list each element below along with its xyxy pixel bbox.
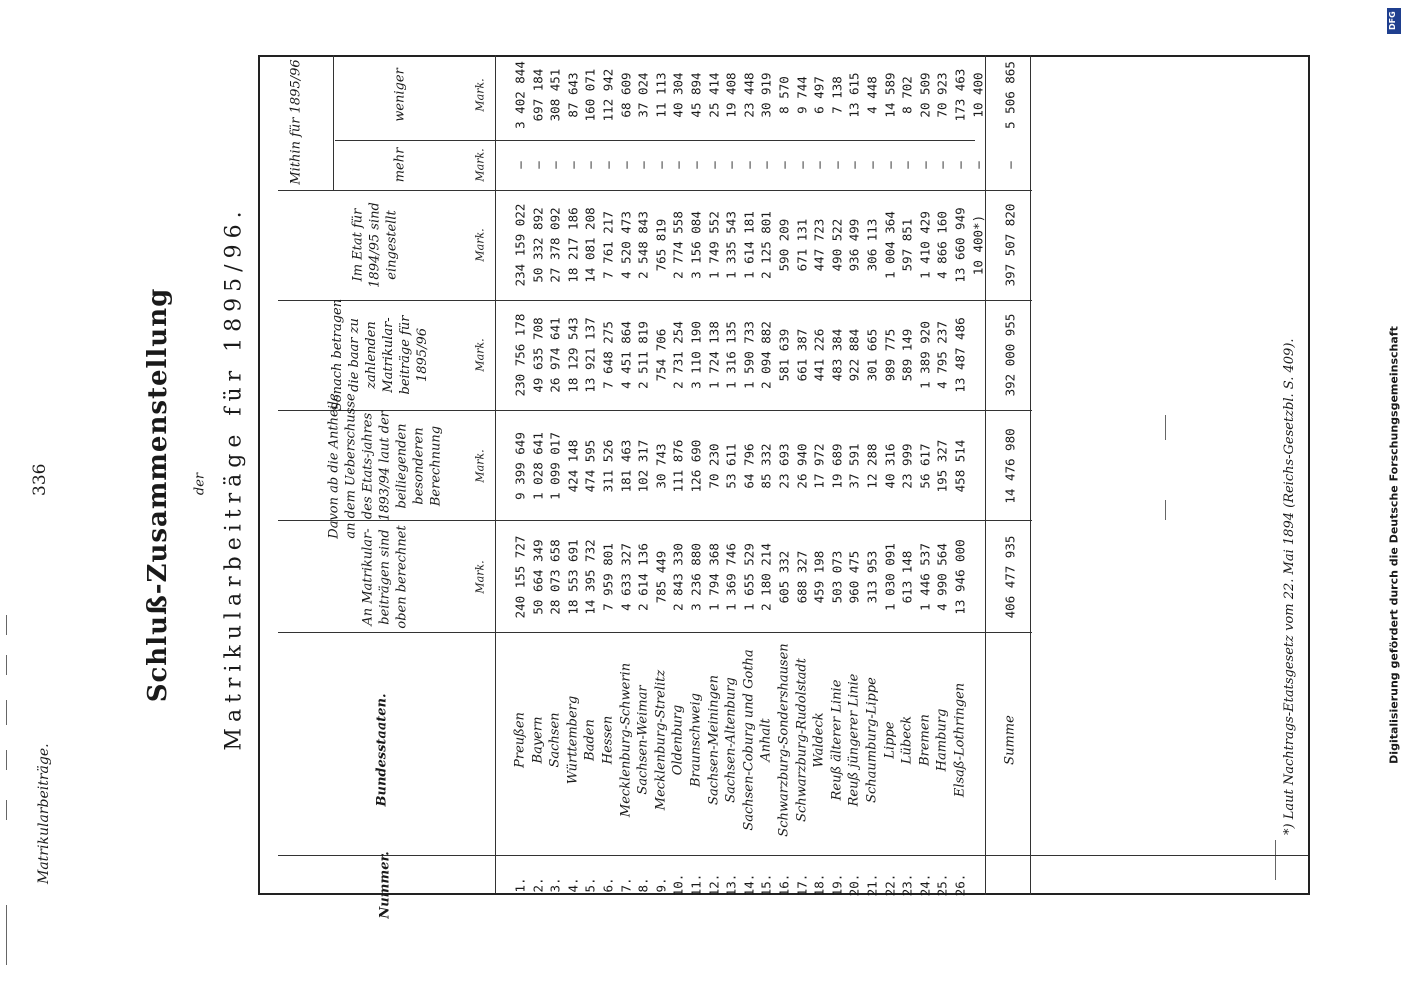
row-col-c: 922 884 bbox=[846, 328, 862, 382]
row-col-c: 49 635 708 bbox=[530, 317, 546, 393]
row-col-c: 1 590 733 bbox=[741, 321, 757, 389]
row-col-d: 14 081 208 bbox=[582, 207, 598, 283]
row-state: Lippe bbox=[882, 721, 898, 759]
row-number: 12. bbox=[706, 873, 722, 897]
header-col-d: Im Etat für 1894/95 sind eingestellt bbox=[350, 202, 400, 288]
row-col-d: 1 004 364 bbox=[882, 211, 898, 279]
row-col-d: 234 159 022 bbox=[512, 203, 528, 287]
row-col-weniger: 87 643 bbox=[565, 72, 581, 118]
row-col-b: 26 940 bbox=[794, 443, 810, 489]
unit-label: Mark. bbox=[473, 78, 487, 112]
row-col-c: 754 706 bbox=[653, 328, 669, 382]
row-state: Lübeck bbox=[899, 715, 915, 765]
row-col-c: 4 795 237 bbox=[934, 321, 950, 389]
row-col-d: 936 499 bbox=[846, 218, 862, 272]
row-col-mehr: — bbox=[512, 161, 528, 169]
row-col-d: 306 113 bbox=[864, 218, 880, 272]
total-label: Summe bbox=[1002, 715, 1018, 765]
digitization-note: Digitalisierung gefördert durch die Deutsche Forschungsgemeinschaft bbox=[1387, 326, 1401, 764]
header-col-e-mehr: mehr bbox=[392, 147, 408, 183]
unit-label: Mark. bbox=[473, 338, 487, 372]
header-col-e-weniger: weniger bbox=[392, 68, 408, 122]
header-col-b: Davon ab die Antheile an dem Ueberschusse des Etats-jahres 1893/94 laut der beiliegenden besonderen Berechnung bbox=[326, 393, 444, 539]
row-col-d: 3 156 084 bbox=[688, 211, 704, 279]
unit-label: Mark. bbox=[473, 560, 487, 594]
row-col-d: 27 378 092 bbox=[547, 207, 563, 283]
row-state: Braunschweig bbox=[688, 693, 704, 787]
row-col-b: 23 999 bbox=[899, 443, 915, 489]
row-col-c: 989 775 bbox=[882, 328, 898, 382]
row-state: Hessen bbox=[600, 715, 616, 765]
row-col-a: 13 946 000 bbox=[952, 539, 968, 615]
row-col-mehr: — bbox=[706, 161, 722, 169]
row-col-a: 1 655 529 bbox=[741, 543, 757, 611]
scan-artifact bbox=[6, 700, 7, 725]
row-state: Sachsen-Altenburg bbox=[723, 677, 739, 803]
row-col-c: 26 974 641 bbox=[547, 317, 563, 393]
footnote: *) Laut Nachtrags-Etatsgesetz vom 22. Mai 1894 (Reichs-Gesetzbl. S. 409). bbox=[1282, 338, 1297, 835]
row-col-a: 688 327 bbox=[794, 550, 810, 604]
row-col-b: 126 690 bbox=[688, 439, 704, 493]
row-col-d: 7 761 217 bbox=[600, 211, 616, 279]
row-number: 10. bbox=[670, 873, 686, 897]
row-col-b: 70 230 bbox=[706, 443, 722, 489]
row-col-weniger: 11 113 bbox=[653, 72, 669, 118]
total-col-d: 397 507 820 bbox=[1002, 203, 1018, 287]
row-number: 25. bbox=[934, 873, 950, 897]
row-col-d: 1 410 429 bbox=[917, 211, 933, 279]
row-col-b: 85 332 bbox=[758, 443, 774, 489]
row-state: Oldenburg bbox=[670, 704, 686, 776]
row-col-b: 53 611 bbox=[723, 443, 739, 489]
row-col-weniger: 14 589 bbox=[882, 72, 898, 118]
row-col-d: 1 749 552 bbox=[706, 211, 722, 279]
row-col-mehr: — bbox=[846, 161, 862, 169]
row-col-c: 1 724 138 bbox=[706, 321, 722, 389]
dfg-logo: DFG bbox=[1387, 8, 1401, 34]
col-divider bbox=[278, 632, 1032, 633]
row-col-a: 28 073 658 bbox=[547, 539, 563, 615]
row-col-mehr: — bbox=[864, 161, 880, 169]
row-col-mehr: — bbox=[547, 161, 563, 169]
row-col-b: 23 693 bbox=[776, 443, 792, 489]
row-col-a: 313 953 bbox=[864, 550, 880, 604]
row-state: Hamburg bbox=[934, 708, 950, 772]
row-col-weniger: 308 451 bbox=[547, 68, 563, 122]
row-col-weniger: 8 570 bbox=[776, 76, 792, 114]
col-divider bbox=[278, 190, 1032, 191]
scan-artifact bbox=[6, 905, 7, 965]
row-col-a: 2 614 136 bbox=[635, 543, 651, 611]
row-number: 14. bbox=[741, 873, 757, 897]
row-state: Mecklenburg-Strelitz bbox=[653, 669, 669, 811]
row-col-d: 4 866 160 bbox=[934, 211, 950, 279]
title-article: der bbox=[192, 472, 208, 496]
row-col-c: 2 731 254 bbox=[670, 321, 686, 389]
row-col-weniger: 697 184 bbox=[530, 68, 546, 122]
row-col-d: 13 660 949 bbox=[952, 207, 968, 283]
total-divider bbox=[985, 55, 986, 895]
total-col-a: 406 477 935 bbox=[1002, 535, 1018, 619]
row-col-d: 671 131 bbox=[794, 218, 810, 272]
row-col-a: 4 633 327 bbox=[618, 543, 634, 611]
row-col-c: 2 511 819 bbox=[635, 321, 651, 389]
row-col-d: 2 774 558 bbox=[670, 211, 686, 279]
row-col-b: 111 876 bbox=[670, 439, 686, 493]
row-col-d: 10 400*) bbox=[970, 214, 986, 276]
row-number: 8. bbox=[635, 877, 651, 893]
row-number: 2. bbox=[530, 877, 546, 893]
unit-label: Mark. bbox=[473, 228, 487, 262]
header-col-e-group: Mithin für 1895/96 bbox=[288, 59, 304, 185]
row-col-d: 1 335 543 bbox=[723, 211, 739, 279]
row-number: 1. bbox=[512, 877, 528, 893]
row-state: Baden bbox=[582, 719, 598, 761]
row-col-a: 1 369 746 bbox=[723, 543, 739, 611]
row-number: 19. bbox=[829, 873, 845, 897]
col-divider bbox=[278, 855, 1308, 856]
row-col-mehr: — bbox=[811, 161, 827, 169]
row-col-c: 4 451 864 bbox=[618, 321, 634, 389]
header-bundesstaaten: Bundesstaaten. bbox=[374, 693, 390, 807]
row-col-c: 3 110 190 bbox=[688, 321, 704, 389]
scan-artifact bbox=[6, 750, 7, 770]
row-col-b: 1 028 641 bbox=[530, 432, 546, 500]
row-col-c: 581 639 bbox=[776, 328, 792, 382]
row-col-weniger: 23 448 bbox=[741, 72, 757, 118]
row-col-c: 441 226 bbox=[811, 328, 827, 382]
row-col-a: 2 180 214 bbox=[758, 543, 774, 611]
row-col-mehr: — bbox=[934, 161, 950, 169]
row-col-a: 1 794 368 bbox=[706, 543, 722, 611]
row-col-b: 56 617 bbox=[917, 443, 933, 489]
row-state: Württemberg bbox=[565, 695, 581, 785]
row-number: 17. bbox=[794, 873, 810, 897]
row-col-weniger: 70 923 bbox=[934, 72, 950, 118]
row-col-weniger: 13 615 bbox=[846, 72, 862, 118]
row-col-mehr: — bbox=[723, 161, 739, 169]
row-col-mehr: — bbox=[829, 161, 845, 169]
row-col-b: 1 099 017 bbox=[547, 432, 563, 500]
row-col-mehr: — bbox=[688, 161, 704, 169]
header-group-divider bbox=[333, 55, 334, 190]
row-col-mehr: — bbox=[670, 161, 686, 169]
row-col-c: 1 389 920 bbox=[917, 321, 933, 389]
row-col-d: 597 851 bbox=[899, 218, 915, 272]
header-col-c: Sonach betragen die baar zu zahlenden Matrikular-beiträge für 1895/96 bbox=[330, 298, 430, 412]
row-state: Sachsen-Weimar bbox=[635, 685, 651, 795]
row-col-b: 40 316 bbox=[882, 443, 898, 489]
row-col-b: 9 399 649 bbox=[512, 432, 528, 500]
row-state: Schaumburg-Lippe bbox=[864, 677, 880, 803]
row-col-a: 50 664 349 bbox=[530, 539, 546, 615]
row-col-mehr: — bbox=[917, 161, 933, 169]
row-col-b: 17 972 bbox=[811, 443, 827, 489]
row-state: Elsaß-Lothringen bbox=[952, 682, 968, 798]
total-col-b: 14 476 980 bbox=[1002, 428, 1018, 504]
row-col-weniger: 19 408 bbox=[723, 72, 739, 118]
row-col-c: 18 129 543 bbox=[565, 317, 581, 393]
row-number: 15. bbox=[758, 873, 774, 897]
row-col-weniger: 9 744 bbox=[794, 76, 810, 114]
col-divider bbox=[335, 140, 975, 141]
page-title: Schluß-Zusammenstellung bbox=[143, 287, 173, 703]
row-col-weniger: 68 609 bbox=[618, 72, 634, 118]
row-col-b: 474 595 bbox=[582, 439, 598, 493]
row-col-a: 240 155 727 bbox=[512, 535, 528, 619]
row-col-a: 4 990 564 bbox=[934, 543, 950, 611]
row-col-c: 7 648 275 bbox=[600, 321, 616, 389]
row-col-mehr: — bbox=[741, 161, 757, 169]
row-col-b: 37 591 bbox=[846, 443, 862, 489]
row-col-a: 2 843 330 bbox=[670, 543, 686, 611]
unit-label: Mark. bbox=[473, 148, 487, 182]
row-col-mehr: — bbox=[758, 161, 774, 169]
row-col-d: 765 819 bbox=[653, 218, 669, 272]
row-col-weniger: 7 138 bbox=[829, 76, 845, 114]
row-col-d: 1 614 181 bbox=[741, 211, 757, 279]
row-col-weniger: 30 919 bbox=[758, 72, 774, 118]
row-state: Bremen bbox=[917, 714, 933, 766]
unit-label: Mark. bbox=[473, 449, 487, 483]
header-nummer: Nummer. bbox=[377, 851, 393, 919]
row-col-b: 181 463 bbox=[618, 439, 634, 493]
row-col-weniger: 25 414 bbox=[706, 72, 722, 118]
row-col-a: 1 446 537 bbox=[917, 543, 933, 611]
row-col-a: 459 198 bbox=[811, 550, 827, 604]
row-col-c: 661 387 bbox=[794, 328, 810, 382]
row-number: 26. bbox=[952, 873, 968, 897]
scan-artifact bbox=[6, 655, 7, 675]
row-col-c: 301 665 bbox=[864, 328, 880, 382]
row-col-weniger: 37 024 bbox=[635, 72, 651, 118]
row-state: Preußen bbox=[512, 712, 528, 768]
row-col-mehr: — bbox=[952, 161, 968, 169]
row-col-a: 605 332 bbox=[776, 550, 792, 604]
row-col-mehr: — bbox=[565, 161, 581, 169]
row-col-b: 12 288 bbox=[864, 443, 880, 489]
row-col-weniger: 173 463 bbox=[952, 68, 968, 122]
row-col-a: 18 553 691 bbox=[565, 539, 581, 615]
row-number: 3. bbox=[547, 877, 563, 893]
row-col-d: 590 209 bbox=[776, 218, 792, 272]
row-state: Mecklenburg-Schwerin bbox=[618, 662, 634, 818]
row-col-weniger: 3 402 844 bbox=[512, 61, 528, 129]
row-col-b: 19 689 bbox=[829, 443, 845, 489]
running-head: Matrikularbeiträge. bbox=[36, 743, 52, 884]
header-col-a: An Matrikular-beiträgen sind oben berechnet bbox=[360, 525, 410, 629]
row-number: 21. bbox=[864, 873, 880, 897]
row-state: Reuß älterer Linie bbox=[829, 679, 845, 801]
row-number: 9. bbox=[653, 877, 669, 893]
row-col-a: 14 395 732 bbox=[582, 539, 598, 615]
row-col-mehr: — bbox=[776, 161, 792, 169]
row-col-d: 4 520 473 bbox=[618, 211, 634, 279]
row-col-mehr: — bbox=[653, 161, 669, 169]
row-col-b: 64 796 bbox=[741, 443, 757, 489]
row-number: 13. bbox=[723, 873, 739, 897]
row-col-b: 424 148 bbox=[565, 439, 581, 493]
scan-artifact bbox=[6, 800, 7, 820]
row-col-b: 311 526 bbox=[600, 439, 616, 493]
row-col-d: 18 217 186 bbox=[565, 207, 581, 283]
total-col-weniger: 5 506 865 bbox=[1002, 61, 1018, 129]
row-col-c: 230 756 178 bbox=[512, 313, 528, 397]
row-col-weniger: 8 702 bbox=[899, 76, 915, 114]
row-col-b: 30 743 bbox=[653, 443, 669, 489]
row-col-a: 503 073 bbox=[829, 550, 845, 604]
row-col-mehr: — bbox=[582, 161, 598, 169]
row-number: 24. bbox=[917, 873, 933, 897]
row-col-c: 1 316 135 bbox=[723, 321, 739, 389]
row-number: 7. bbox=[618, 877, 634, 893]
row-state: Sachsen-Meiningen bbox=[706, 675, 722, 805]
row-state: Anhalt bbox=[758, 718, 774, 762]
row-state: Waldeck bbox=[811, 712, 827, 768]
row-col-a: 613 148 bbox=[899, 550, 915, 604]
row-col-a: 3 236 880 bbox=[688, 543, 704, 611]
row-col-mehr: — bbox=[882, 161, 898, 169]
scan-artifact bbox=[6, 615, 7, 635]
row-col-weniger: 10 400 bbox=[970, 72, 986, 118]
total-col-mehr: — bbox=[1002, 161, 1018, 169]
row-state: Sachsen-Coburg und Gotha bbox=[741, 649, 757, 831]
row-col-weniger: 20 509 bbox=[917, 72, 933, 118]
row-col-b: 195 327 bbox=[934, 439, 950, 493]
row-state: Reuß jüngerer Linie bbox=[846, 673, 862, 807]
total-col-c: 392 000 955 bbox=[1002, 313, 1018, 397]
row-col-b: 458 514 bbox=[952, 439, 968, 493]
header-divider bbox=[495, 55, 496, 893]
row-col-d: 447 723 bbox=[811, 218, 827, 272]
row-col-mehr: — bbox=[600, 161, 616, 169]
row-col-weniger: 6 497 bbox=[811, 76, 827, 114]
page-number: 336 bbox=[30, 463, 50, 496]
row-number: 4. bbox=[565, 877, 581, 893]
row-col-a: 7 959 801 bbox=[600, 543, 616, 611]
row-col-a: 785 449 bbox=[653, 550, 669, 604]
row-col-c: 13 921 137 bbox=[582, 317, 598, 393]
row-col-mehr: — bbox=[618, 161, 634, 169]
row-col-weniger: 45 894 bbox=[688, 72, 704, 118]
row-col-mehr: — bbox=[899, 161, 915, 169]
row-number: 22. bbox=[882, 873, 898, 897]
row-col-a: 1 030 091 bbox=[882, 543, 898, 611]
row-number: 5. bbox=[582, 877, 598, 893]
row-col-c: 589 149 bbox=[899, 328, 915, 382]
row-col-a: 960 475 bbox=[846, 550, 862, 604]
row-col-c: 13 487 486 bbox=[952, 317, 968, 393]
row-col-weniger: 112 942 bbox=[600, 68, 616, 122]
row-state: Sachsen bbox=[547, 712, 563, 768]
page-subtitle: Matrikularbeiträge für 1895/96. bbox=[221, 205, 247, 751]
row-col-b: 102 317 bbox=[635, 439, 651, 493]
row-col-c: 483 384 bbox=[829, 328, 845, 382]
row-state: Bayern bbox=[530, 716, 546, 764]
row-col-mehr: — bbox=[635, 161, 651, 169]
row-col-weniger: 160 071 bbox=[582, 68, 598, 122]
row-col-c: 2 094 882 bbox=[758, 321, 774, 389]
row-col-weniger: 4 448 bbox=[864, 76, 880, 114]
row-col-weniger: 40 304 bbox=[670, 72, 686, 118]
row-col-mehr: — bbox=[530, 161, 546, 169]
row-state: Schwarzburg-Rudolstadt bbox=[794, 658, 810, 822]
row-col-d: 2 548 843 bbox=[635, 211, 651, 279]
total-divider-inner bbox=[1030, 55, 1031, 895]
row-col-d: 490 522 bbox=[829, 218, 845, 272]
row-number: 20. bbox=[846, 873, 862, 897]
row-state: Schwarzburg-Sondershausen bbox=[776, 643, 792, 837]
row-col-d: 50 332 892 bbox=[530, 207, 546, 283]
row-number: 23. bbox=[899, 873, 915, 897]
row-number: 16. bbox=[776, 873, 792, 897]
row-col-mehr: — bbox=[794, 161, 810, 169]
row-col-d: 2 125 801 bbox=[758, 211, 774, 279]
row-number: 18. bbox=[811, 873, 827, 897]
row-col-mehr: — bbox=[970, 161, 986, 169]
row-number: 6. bbox=[600, 877, 616, 893]
row-number: 11. bbox=[688, 873, 704, 897]
